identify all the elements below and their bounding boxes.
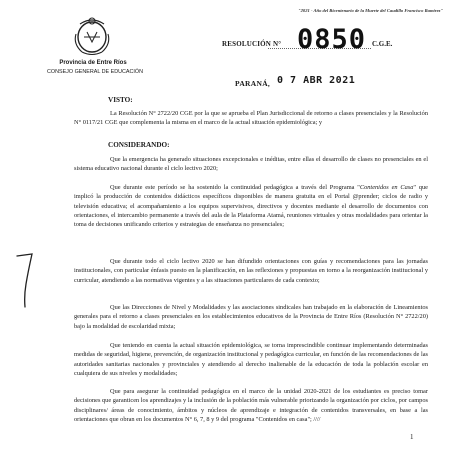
considerando-paragraph-6: Que para asegurar la continuidad pedagógica en el marco de la unidad 2020-2021 de los estudiantes es preciso tomar decisiones que garanticen los aprendizajes y la inclusión de la población más vulnerable priorizando la organización por ciclos, por campos disciplinares/ áreas de conocimiento, ámbitos y núcleos de aprendizaje e integración de contenidos transversales, en base a las orientaciones que obran en los documentos N° 6, 7, 8 y 9 del programa "Contenidos en casa"; //// bbox=[74, 388, 428, 424]
year-motto: "2021 - Año del Bicentenario de la Muerte del Caudillo Francisco Ramírez" bbox=[298, 8, 443, 13]
visto-heading: VISTO: bbox=[108, 96, 133, 104]
considerando-paragraph-5: Que teniendo en cuenta la actual situación epidemiológica, se torna imprescindible continuar implementando determinadas medidas de seguridad, higiene, prevención, de organización institucional y pedagógica curricular, en función de las recomendaciones de las autoridades sanitarias nacionales y provinciales y atendiendo al derecho inalienable de la educación de toda la población escolar en cualquiera de sus niveles y modalidades; bbox=[74, 342, 428, 378]
considerando-heading: CONSIDERANDO: bbox=[108, 141, 170, 149]
resolution-number: 0850 bbox=[297, 24, 367, 55]
provincial-coat-of-arms-icon bbox=[70, 14, 114, 58]
considerando-paragraph-4: Que las Direcciones de Nivel y Modalidades y las asociaciones sindicales han trabajado en la elaboración de Lineamientos generales para el retorno a clases presenciales en los establecimientos educativos de la Provincia de Entre Ríos (Resolución N° 2722/20) bajo la modalidad de escolaridad mixta; bbox=[74, 304, 428, 330]
resolution-label: RESOLUCIÓN N° bbox=[222, 40, 282, 48]
province-name: Provincia de Entre Ríos bbox=[59, 60, 127, 66]
council-name: CONSEJO GENERAL DE EDUCACIÓN bbox=[47, 69, 143, 75]
considerando-paragraph-2: Que durante este período se ha sostenido la continuidad pedagógica a través del Programa "Contenidos en Casa" que implicó la producción de contenidos didácticos específicos disponibles de manera gratuita en el Portal @prender; ciclos de radio y televisión educativa; el acompañamiento a los equipos supervisivos, directivos y docentes mediante el desarrollo de documentos con orientaciones, el intercambio permanente a través del aula de la Plataforma Atamá, reuniones virtuales y otras modalidades para orientar la toma de decisiones unificando criterios y estrategias de enseñanza no presenciales; bbox=[74, 184, 428, 229]
considerando-paragraph-1: Que la emergencia ha generado situaciones excepcionales e inéditas, entre ellas el desarrollo de clases no presenciales en el sistema educativo nacional durante el ciclo lectivo 2020; bbox=[74, 156, 428, 173]
city-label: PARANÁ, bbox=[235, 79, 271, 88]
page-number: 1 bbox=[410, 433, 414, 441]
handwritten-margin-mark-icon bbox=[14, 250, 36, 310]
resolution-date-stamp: 0 7 ABR 2021 bbox=[277, 75, 356, 86]
visto-paragraph: La Resolución N° 2722/20 CGE por la que se aprueba el Plan Jurisdiccional de retorno a clases presenciales y la Resolución N° 0117/21 CGE que complementa la misma en el marco de la actual situación epidemiológica; y bbox=[74, 110, 428, 127]
considerando-paragraph-3: Que durante todo el ciclo lectivo 2020 se han difundido orientaciones con guías y recomendaciones para las jornadas institucionales, con particular énfasis puesto en la planificación, en las reflexiones y propuestas en torno a la reorganización institucional y curricular, atendiendo a las normativas vigentes y a las situaciones particulares de cada contexto; bbox=[74, 258, 428, 284]
resolution-suffix: C.G.E. bbox=[372, 40, 393, 48]
